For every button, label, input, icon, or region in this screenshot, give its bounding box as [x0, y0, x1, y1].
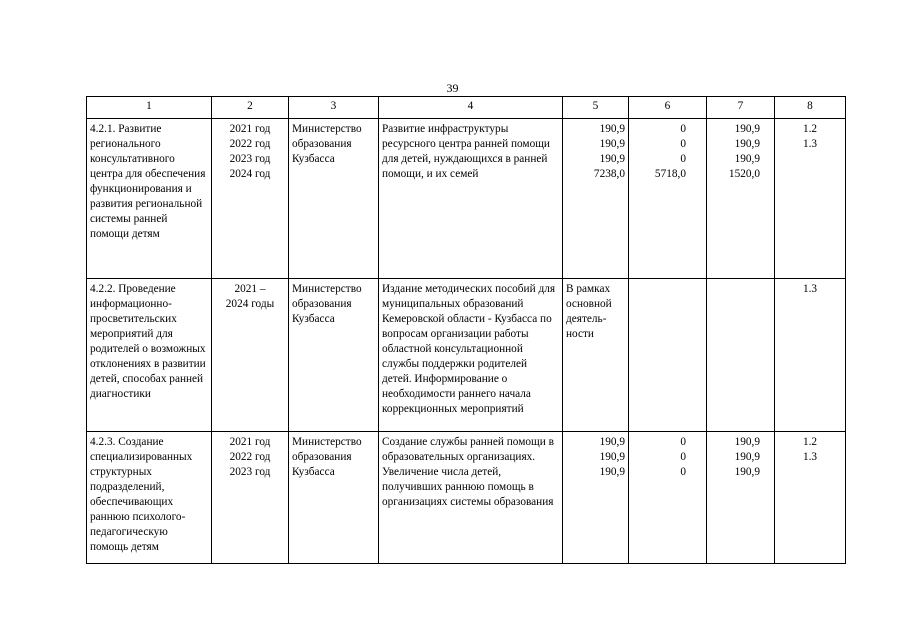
period-line: 2024 год: [229, 168, 271, 180]
value-line: 190,9: [599, 466, 625, 478]
funding-col6-cell: [629, 279, 707, 432]
period-line: 2021 год: [229, 123, 271, 135]
funding-col7-cell: [707, 119, 775, 279]
value-line: 190,9: [599, 123, 625, 135]
table-row: [87, 279, 846, 432]
header-cell-2: 2: [212, 97, 289, 119]
period-line: 2021 год: [229, 436, 271, 448]
value-line: 1520,0: [728, 168, 760, 180]
value-line: 190,9: [599, 436, 625, 448]
value-line: 190,9: [734, 466, 760, 478]
funding-col7-cell: [707, 279, 775, 432]
executor-cell: Министерство образования Кузбасса: [289, 279, 379, 432]
funding-note-line: ности: [566, 328, 594, 340]
period-cell: [212, 279, 289, 432]
value-line: 5718,0: [654, 168, 686, 180]
value-line: 190,9: [734, 451, 760, 463]
header-cell-8: 8: [775, 97, 846, 119]
activity-name-cell: 4.2.1. Развитие регионального консультативного центра для обеспечения функционирования и развития региональной системы ранней помощи детям: [87, 119, 212, 279]
value-line: 0: [680, 466, 686, 478]
program-table: [86, 96, 846, 564]
header-cell-4: 4: [379, 97, 563, 119]
indicator-line: 1.2: [802, 123, 818, 135]
indicator-cell: [775, 432, 846, 564]
period-line: 2021 –: [234, 283, 266, 295]
period-cell: [212, 432, 289, 564]
total-funding-cell: [563, 119, 629, 279]
value-line: 0: [680, 436, 686, 448]
value-line: 190,9: [599, 153, 625, 165]
funding-note-line: В рамках: [566, 283, 611, 295]
period-line: 2024 годы: [225, 298, 275, 310]
value-line: 190,9: [734, 436, 760, 448]
header-cell-7: 7: [707, 97, 775, 119]
executor-cell: Министерство образования Кузбасса: [289, 432, 379, 564]
value-line: 0: [680, 451, 686, 463]
page-number: 39: [446, 81, 459, 95]
indicator-cell: [775, 279, 846, 432]
period-cell: [212, 119, 289, 279]
indicator-line: 1.3: [802, 451, 818, 463]
header-cell-5: 5: [563, 97, 629, 119]
result-cell: Создание службы ранней помощи в образовательных организациях. Увеличение числа детей, получивших раннюю помощь в организациях системы образования: [379, 432, 563, 564]
funding-col7-cell: [707, 432, 775, 564]
value-line: 0: [680, 138, 686, 150]
header-cell-1: 1: [87, 97, 212, 119]
result-cell: Издание методических пособий для муниципальных образований Кемеровской области - Кузбасса по вопросам организации работы областной консультационной службы поддержки родителей детей. Информирование о необходимости раннего начала коррекционных мероприятий: [379, 279, 563, 432]
value-line: 0: [680, 123, 686, 135]
total-funding-cell: [563, 432, 629, 564]
indicator-line: 1.3: [802, 138, 818, 150]
total-funding-cell: [563, 279, 629, 432]
funding-col6-cell: [629, 119, 707, 279]
value-line: 190,9: [734, 138, 760, 150]
period-line: 2022 год: [229, 451, 271, 463]
funding-note-line: основной: [566, 298, 612, 310]
period-line: 2023 год: [229, 466, 271, 478]
header-row: [87, 97, 846, 119]
table-row: [87, 432, 846, 564]
result-cell: Развитие инфраструктуры ресурсного центра ранней помощи для детей, нуждающихся в ранней помощи, и их семей: [379, 119, 563, 279]
value-line: 190,9: [734, 123, 760, 135]
indicator-line: 1.2: [802, 436, 818, 448]
header-cell-6: 6: [629, 97, 707, 119]
funding-note-line: деятель-: [566, 313, 607, 325]
period-line: 2022 год: [229, 138, 271, 150]
value-line: 0: [680, 153, 686, 165]
value-line: 190,9: [599, 451, 625, 463]
value-line: 190,9: [599, 138, 625, 150]
activity-name-cell: 4.2.2. Проведение информационно-просветительских мероприятий для родителей о возможных отклонениях в развитии детей, способах ранней диагностики: [87, 279, 212, 432]
funding-col6-cell: [629, 432, 707, 564]
table-row: [87, 119, 846, 279]
indicator-line: 1.3: [802, 283, 818, 295]
value-line: 190,9: [734, 153, 760, 165]
value-line: 7238,0: [593, 168, 625, 180]
indicator-cell: [775, 119, 846, 279]
header-cell-3: 3: [289, 97, 379, 119]
executor-cell: Министерство образования Кузбасса: [289, 119, 379, 279]
period-line: 2023 год: [229, 153, 271, 165]
activity-name-cell: 4.2.3. Создание специализированных структурных подразделений, обеспечивающих раннюю психолого-педагогическую помощь детям: [87, 432, 212, 564]
